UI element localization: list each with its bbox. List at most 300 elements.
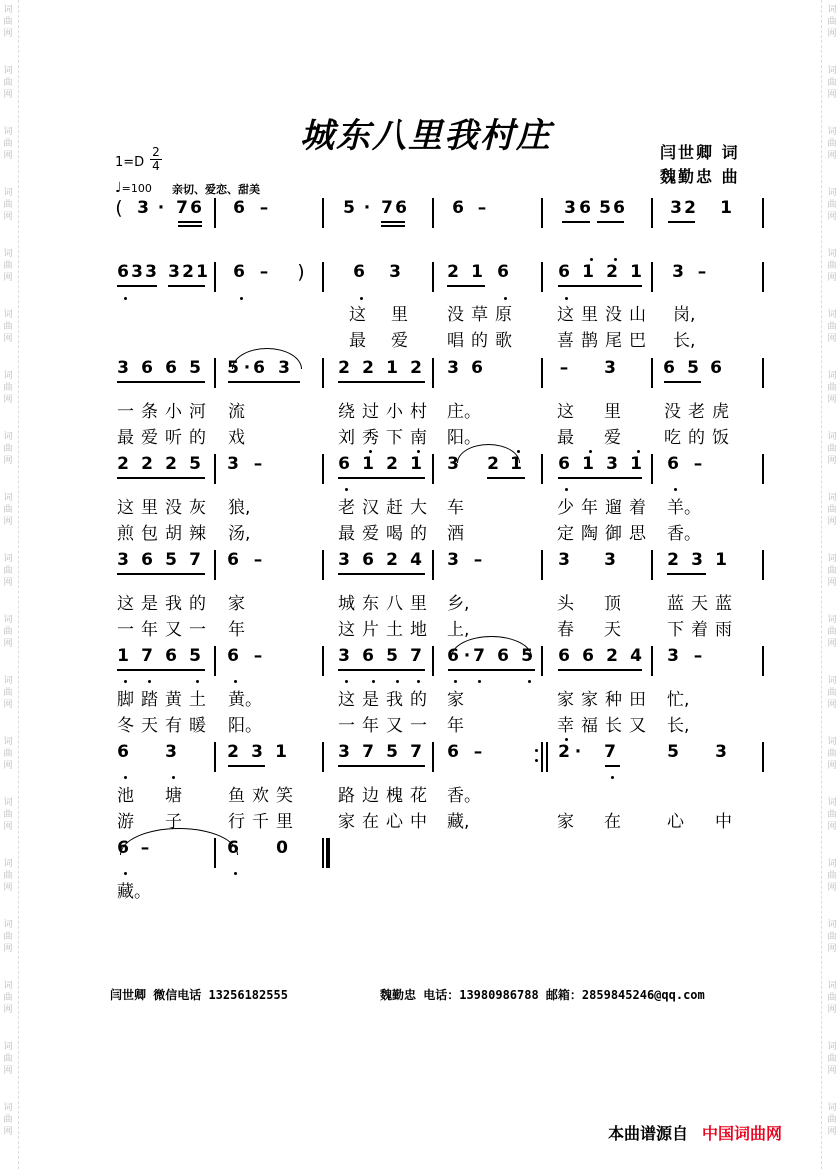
jianpu-note: 6	[141, 550, 153, 570]
repeat-dot	[535, 759, 538, 762]
jianpu-note: 6	[558, 454, 570, 474]
lyric-syllable: 的	[410, 690, 427, 710]
octave-dot-below	[417, 680, 420, 683]
jianpu-note: 3	[447, 454, 459, 474]
jianpu-note: 1	[196, 262, 208, 282]
lyric-syllable: 家	[557, 690, 574, 710]
lyric-syllable: 南	[410, 428, 427, 448]
jianpu-note: 6	[447, 742, 459, 762]
repeat-bar	[541, 742, 543, 772]
jianpu-note: 6	[710, 358, 722, 378]
bar-line	[322, 262, 324, 292]
jianpu-note: 6	[663, 358, 675, 378]
jianpu-note: 5	[386, 742, 398, 762]
lyric-syllable: 年	[581, 498, 598, 518]
octave-dot-below	[196, 680, 199, 683]
bar-line	[541, 454, 543, 484]
slur-arc	[232, 348, 302, 369]
lyric-syllable: 天	[141, 716, 158, 736]
bar-line	[651, 550, 653, 580]
octave-dot-above	[614, 258, 617, 261]
jianpu-note: 5	[343, 198, 355, 218]
lyric-syllable: 着	[629, 498, 646, 518]
lyric-syllable: 脚	[117, 690, 134, 710]
lyric-syllable: 年	[228, 620, 245, 640]
bar-line	[214, 358, 216, 388]
jianpu-note: 1	[117, 646, 129, 666]
jianpu-note: 3	[227, 454, 239, 474]
lyric-syllable: 这	[557, 305, 574, 325]
lyric-syllable: 千	[252, 812, 269, 832]
lyric-syllable: 的	[189, 428, 206, 448]
jianpu-note: 3	[558, 550, 570, 570]
lyric-syllable: 蓝	[667, 594, 684, 614]
jianpu-note: 7	[189, 550, 201, 570]
octave-dot-below	[565, 488, 568, 491]
lyric-syllable: 在	[362, 812, 379, 832]
dash-mark: –	[473, 550, 483, 570]
lyric-syllable: 的	[471, 331, 488, 351]
jianpu-note: 5	[667, 742, 679, 762]
lyric-syllable: 最	[349, 331, 366, 351]
octave-dot-below	[345, 488, 348, 491]
jianpu-note: 5	[189, 454, 201, 474]
repeat-bar	[546, 742, 548, 772]
bar-line	[432, 550, 434, 580]
octave-dot-above	[369, 450, 372, 453]
key-signature: 1=D	[115, 155, 145, 170]
jianpu-note: 1	[275, 742, 287, 762]
bar-line	[322, 742, 324, 772]
lyric-syllable: 没	[447, 305, 464, 325]
bar-line	[541, 646, 543, 676]
dash-mark: –	[253, 550, 263, 570]
beam-underline	[117, 381, 205, 383]
bar-line	[762, 742, 764, 772]
bar-line	[762, 646, 764, 676]
jianpu-note: 2	[606, 262, 618, 282]
meter-bottom: 4	[150, 159, 162, 173]
lyric-syllable: 的	[410, 524, 427, 544]
lyric-syllable: 酒	[447, 524, 464, 544]
lyric-syllable: 地	[410, 620, 427, 640]
lyric-syllable: 饭	[712, 428, 729, 448]
jianpu-note: 6	[165, 358, 177, 378]
lyric-syllable: 蓝	[715, 594, 732, 614]
jianpu-note: 6	[165, 646, 177, 666]
quarter-note-icon: ♩	[115, 180, 122, 196]
jianpu-note: 6	[338, 454, 350, 474]
lyric-syllable: 下	[386, 428, 403, 448]
jianpu-note: 2	[487, 454, 499, 474]
jianpu-note: 3	[131, 262, 143, 282]
jianpu-note: 2	[227, 742, 239, 762]
lyric-syllable: 一	[117, 620, 134, 640]
jianpu-note: 4	[630, 646, 642, 666]
lyric-syllable: 池	[117, 786, 134, 806]
jianpu-note: 6	[497, 262, 509, 282]
dot-mark: ·	[463, 646, 471, 666]
jianpu-note: 7	[410, 742, 422, 762]
lyric-syllable: 阳。	[228, 716, 262, 736]
jianpu-note: 3	[604, 358, 616, 378]
lyric-syllable: 河	[189, 402, 206, 422]
jianpu-note: 6	[141, 358, 153, 378]
jianpu-note: 6	[497, 646, 509, 666]
composer-contact: 魏勤忠 电话：13980986788 邮箱：2859845246@qq.com	[380, 988, 705, 1002]
beam-underline	[448, 669, 535, 671]
meter-top: 2	[152, 145, 160, 159]
lyric-syllable: 这	[349, 305, 366, 325]
bar-line	[432, 262, 434, 292]
lyric-syllable: 爱	[391, 331, 408, 351]
jianpu-note: 2	[667, 550, 679, 570]
octave-dot-below	[124, 776, 127, 779]
jianpu-note: 3	[606, 454, 618, 474]
lyric-syllable: 庄。	[447, 402, 481, 422]
jianpu-note: 5	[687, 358, 699, 378]
jianpu-note: 1	[715, 550, 727, 570]
jianpu-note: 3	[168, 262, 180, 282]
octave-dot-below	[124, 680, 127, 683]
jianpu-note: 6	[227, 838, 239, 858]
beam-underline	[487, 477, 525, 479]
octave-dot-above	[590, 258, 593, 261]
lyric-syllable: 这	[117, 498, 134, 518]
jianpu-note: 7	[473, 646, 485, 666]
octave-dot-below	[528, 680, 531, 683]
source-attribution	[608, 1121, 782, 1144]
bar-line	[762, 550, 764, 580]
jianpu-note: 6	[227, 646, 239, 666]
lyric-syllable: 最	[557, 428, 574, 448]
bar-line	[762, 198, 764, 228]
octave-dot-below	[124, 872, 127, 875]
bar-line	[541, 262, 543, 292]
lyric-syllable: 心	[667, 812, 684, 832]
octave-dot-below	[372, 680, 375, 683]
lyric-syllable: 山	[629, 305, 646, 325]
octave-dot-above	[637, 450, 640, 453]
lyric-syllable: 爱	[141, 428, 158, 448]
jianpu-note: 6	[667, 454, 679, 474]
lyric-syllable: 流	[228, 402, 245, 422]
lyric-syllable: 幸	[557, 716, 574, 736]
lyric-syllable: 尾	[605, 331, 622, 351]
jianpu-note: 3	[338, 550, 350, 570]
beam-underline	[558, 285, 642, 287]
lyric-syllable: 在	[604, 812, 621, 832]
lyric-syllable: 包	[141, 524, 158, 544]
jianpu-note: 3	[715, 742, 727, 762]
jianpu-note: 2	[558, 742, 570, 762]
beam-underline	[338, 765, 425, 767]
lyric-syllable: 原	[495, 305, 512, 325]
jianpu-note: 3	[670, 198, 682, 218]
lyric-syllable: 小	[386, 402, 403, 422]
lyric-syllable: 岗,	[673, 305, 696, 325]
bar-line	[762, 454, 764, 484]
lyric-syllable: 这	[557, 402, 574, 422]
lyric-syllable: 年	[362, 716, 379, 736]
beam-underline	[562, 221, 590, 223]
jianpu-note: 5	[227, 358, 239, 378]
bar-line	[432, 358, 434, 388]
octave-dot-below	[240, 297, 243, 300]
jianpu-note: 5	[165, 550, 177, 570]
lyric-syllable: 歌	[495, 331, 512, 351]
dash-mark: –	[473, 742, 483, 762]
lyric-syllable: 香。	[447, 786, 481, 806]
lyric-syllable: 年	[447, 716, 464, 736]
lyric-syllable: 汉	[362, 498, 379, 518]
jianpu-note: 6	[190, 198, 202, 218]
lyric-syllable: 狼,	[228, 498, 251, 518]
jianpu-note: 3	[251, 742, 263, 762]
lyric-syllable: 一	[338, 716, 355, 736]
lyric-syllable: 香。	[667, 524, 701, 544]
jianpu-note: 1	[582, 454, 594, 474]
jianpu-note: 1	[386, 358, 398, 378]
lyric-syllable: 家	[338, 812, 355, 832]
lyric-syllable: 虎	[712, 402, 729, 422]
jianpu-note: 6	[362, 550, 374, 570]
lyric-syllable: 中	[410, 812, 427, 832]
beam-underline	[664, 381, 701, 383]
bar-line	[651, 198, 653, 228]
jianpu-note: 7	[410, 646, 422, 666]
lyric-syllable: 又	[629, 716, 646, 736]
lyric-syllable: 土	[189, 690, 206, 710]
source-site-link[interactable]: 中国词曲网	[702, 1124, 783, 1143]
beam-underline	[381, 221, 405, 223]
bar-line	[214, 742, 216, 772]
lyric-syllable: 我	[165, 594, 182, 614]
lyric-syllable: 雨	[715, 620, 732, 640]
jianpu-note: 3	[447, 358, 459, 378]
lyric-syllable: 踏	[141, 690, 158, 710]
lyric-syllable: 里	[604, 402, 621, 422]
bar-line	[651, 358, 653, 388]
lyric-syllable: 大	[410, 498, 427, 518]
beam-underline	[447, 285, 485, 287]
side-watermark-right: 词 曲 网 词 曲 网 词 曲 网 词 曲 网 词 曲 网 词 曲 网 词 曲 网 词 曲 网 词 曲 网 词 曲 网 词 曲 网 词 曲 网 词 曲 网 词 曲 网 词 曲 网 词 曲 网 词 曲 网 词 曲 网 词 曲 网	[827, 5, 837, 1137]
lyric-syllable: 家	[557, 812, 574, 832]
bar-line	[322, 358, 324, 388]
lyric-syllable: 顶	[604, 594, 621, 614]
octave-dot-above	[565, 738, 568, 741]
octave-dot-below	[396, 680, 399, 683]
jianpu-note: 3	[278, 358, 290, 378]
jianpu-note: 6	[471, 358, 483, 378]
lyric-syllable: 一	[410, 716, 427, 736]
dash-mark: –	[693, 454, 703, 474]
jianpu-note: 1	[582, 262, 594, 282]
bar-line	[214, 198, 216, 228]
jianpu-note: 3	[667, 646, 679, 666]
lyric-syllable: 八	[386, 594, 403, 614]
lyric-syllable: 喝	[386, 524, 403, 544]
jianpu-note: 1	[471, 262, 483, 282]
beam-underline	[338, 381, 425, 383]
jianpu-note: 6	[227, 550, 239, 570]
lyric-syllable: 着	[691, 620, 708, 640]
lyric-syllable: 黄。	[228, 690, 262, 710]
lyric-syllable: 思	[629, 524, 646, 544]
lyric-syllable: 土	[386, 620, 403, 640]
lyric-syllable: 老	[688, 402, 705, 422]
jianpu-note: 5	[599, 198, 611, 218]
jianpu-note: 6	[613, 198, 625, 218]
dot-mark: ·	[363, 198, 371, 218]
jianpu-note: 6	[362, 646, 374, 666]
jianpu-note: 2	[117, 454, 129, 474]
lyric-syllable: 暖	[189, 716, 206, 736]
lyric-syllable: 的	[189, 594, 206, 614]
jianpu-note: 3	[691, 550, 703, 570]
intro-open-paren: (	[115, 197, 123, 219]
jianpu-note: 2	[684, 198, 696, 218]
expression-marking: 亲切、爱恋、甜美	[172, 183, 260, 196]
jianpu-note: 1	[510, 454, 522, 474]
lyric-syllable: 春	[557, 620, 574, 640]
lyric-syllable: 爱	[362, 524, 379, 544]
lyric-syllable: 上,	[447, 620, 470, 640]
lyric-syllable: 长,	[673, 331, 696, 351]
lyric-syllable: 头	[557, 594, 574, 614]
jianpu-note: 3	[338, 742, 350, 762]
dot-mark: ·	[243, 358, 251, 378]
lyric-syllable: 喜	[557, 331, 574, 351]
lyric-syllable: 这	[338, 620, 355, 640]
lyric-syllable: 的	[688, 428, 705, 448]
side-watermark-left: 词 曲 网 词 曲 网 词 曲 网 词 曲 网 词 曲 网 词 曲 网 词 曲 网 词 曲 网 词 曲 网 词 曲 网 词 曲 网 词 曲 网 词 曲 网 词 曲 网 词 曲 网 词 曲 网 词 曲 网 词 曲 网 词 曲 网	[3, 5, 13, 1137]
octave-dot-above	[417, 450, 420, 453]
lyric-syllable: 没	[664, 402, 681, 422]
jianpu-note: 5	[189, 646, 201, 666]
octave-dot-below	[172, 776, 175, 779]
jianpu-note: 0	[276, 838, 288, 858]
bar-line	[432, 198, 434, 228]
lyric-syllable: 巴	[629, 331, 646, 351]
lyric-syllable: 忙,	[667, 690, 690, 710]
lyric-syllable: 车	[447, 498, 464, 518]
final-bar	[322, 838, 324, 868]
lyric-syllable: 吃	[664, 428, 681, 448]
beam-underline	[381, 225, 405, 227]
lyric-syllable: 爱	[604, 428, 621, 448]
lyric-syllable: 家	[447, 690, 464, 710]
bar-line	[651, 262, 653, 292]
lyric-syllable: 遛	[605, 498, 622, 518]
dash-mark: –	[697, 262, 707, 282]
dash-mark: –	[140, 838, 150, 858]
lyric-syllable: 煎	[117, 524, 134, 544]
lyric-syllable: 最	[338, 524, 355, 544]
lyricist-credit: 闫世卿 词	[660, 143, 740, 162]
jianpu-note: 3	[604, 550, 616, 570]
bar-line	[541, 358, 543, 388]
bar-line	[322, 646, 324, 676]
lyric-syllable: 藏,	[447, 812, 470, 832]
jianpu-note: 3	[672, 262, 684, 282]
beam-underline	[338, 477, 425, 479]
octave-dot-below	[345, 680, 348, 683]
lyric-syllable: 行	[228, 812, 245, 832]
octave-dot-below	[148, 680, 151, 683]
source-label: 本曲谱源自	[608, 1124, 689, 1143]
beam-underline	[338, 573, 425, 575]
octave-dot-above	[589, 450, 592, 453]
lyric-syllable: 陶	[581, 524, 598, 544]
lyric-syllable: 长	[605, 716, 622, 736]
lyric-syllable: 游	[117, 812, 134, 832]
beam-underline	[667, 573, 706, 575]
lyric-syllable: 冬	[117, 716, 134, 736]
beam-underline	[117, 573, 205, 575]
lyric-syllable: 没	[605, 305, 622, 325]
octave-dot-below	[674, 488, 677, 491]
bar-line	[322, 198, 324, 228]
lyric-syllable: 里	[581, 305, 598, 325]
bar-line	[214, 646, 216, 676]
lyric-syllable: 鱼	[228, 786, 245, 806]
lyric-syllable: 草	[471, 305, 488, 325]
jianpu-note: 6	[447, 646, 459, 666]
lyric-syllable: 是	[141, 594, 158, 614]
slur-arc	[120, 828, 238, 855]
lyric-syllable: 里	[391, 305, 408, 325]
bar-line	[541, 198, 543, 228]
dash-mark: –	[253, 646, 263, 666]
jianpu-note: 7	[362, 742, 374, 762]
jianpu-note: 7	[176, 198, 188, 218]
lyric-syllable: 唱	[447, 331, 464, 351]
jianpu-note: 5	[386, 646, 398, 666]
jianpu-note: 2	[182, 262, 194, 282]
lyric-syllable: 天	[691, 594, 708, 614]
lyric-syllable: 又	[386, 716, 403, 736]
dot-mark: ·	[157, 198, 165, 218]
lyric-syllable: 里	[141, 498, 158, 518]
beam-underline	[117, 285, 157, 287]
beam-underline	[168, 285, 205, 287]
jianpu-note: 2	[165, 454, 177, 474]
beam-underline	[597, 221, 624, 223]
lyric-syllable: 东	[362, 594, 379, 614]
jianpu-note: 6	[558, 646, 570, 666]
lyric-syllable: 笑	[276, 786, 293, 806]
jianpu-note: 2	[606, 646, 618, 666]
jianpu-note: 2	[338, 358, 350, 378]
lyric-syllable: 灰	[189, 498, 206, 518]
lyric-syllable: 花	[410, 786, 427, 806]
jianpu-note: 3	[137, 198, 149, 218]
lyric-syllable: 槐	[386, 786, 403, 806]
lyric-syllable: 又	[165, 620, 182, 640]
lyric-syllable: 定	[557, 524, 574, 544]
jianpu-note: 5	[189, 358, 201, 378]
jianpu-note: 3	[389, 262, 401, 282]
lyric-syllable: 里	[410, 594, 427, 614]
lyric-syllable: 年	[141, 620, 158, 640]
lyric-syllable: 一	[189, 620, 206, 640]
beam-underline	[558, 669, 642, 671]
dash-mark: –	[253, 454, 263, 474]
dash-mark: –	[259, 198, 269, 218]
jianpu-note: 6	[117, 838, 129, 858]
jianpu-note: 2	[447, 262, 459, 282]
